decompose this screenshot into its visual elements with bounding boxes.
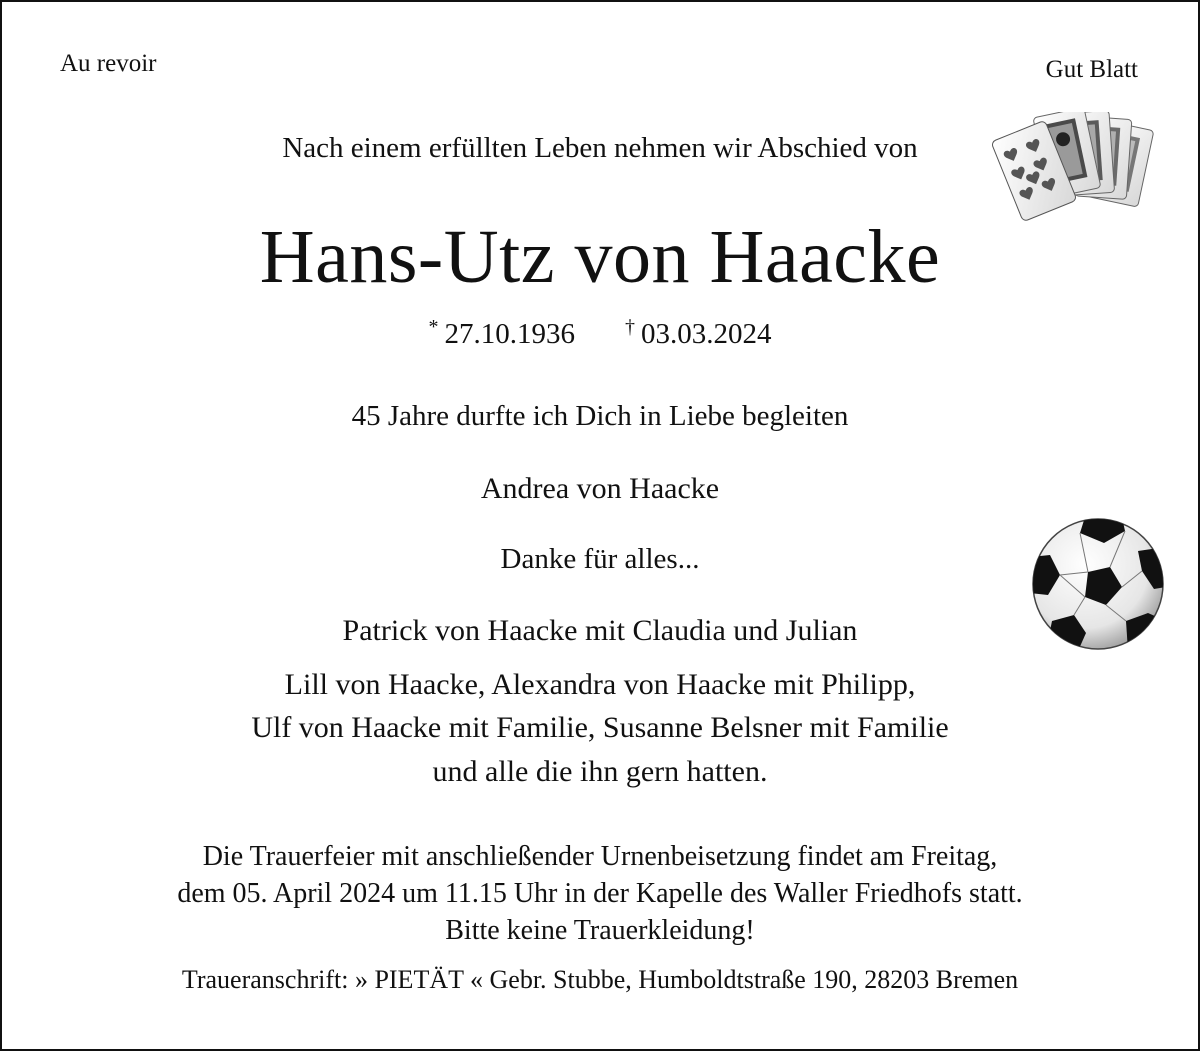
thanks-text: Danke für alles... <box>500 543 700 575</box>
birth-symbol: * <box>428 316 439 338</box>
corner-left-text: Au revoir <box>60 50 157 77</box>
intro-text: Nach einem erfüllten Leben nehmen wir Abschied von <box>282 132 918 164</box>
birth-date: 27.10.1936 <box>444 318 575 350</box>
death-date: 03.03.2024 <box>641 318 772 350</box>
partner-line: 45 Jahre durfte ich Dich in Liebe begleiten <box>351 400 849 432</box>
family-line-2: Lill von Haacke, Alexandra von Haacke mit Philipp, <box>284 668 916 701</box>
family-line-1: Patrick von Haacke mit Claudia und Julian <box>342 614 858 647</box>
ceremony-line-1: Die Trauerfeier mit anschließender Urnenbeisetzung findet am Freitag, <box>202 841 998 872</box>
partner-name: Andrea von Haacke <box>480 472 720 505</box>
family-line-4: und alle die ihn gern hatten. <box>432 755 768 788</box>
deceased-name: Hans-Utz von Haacke <box>259 215 941 299</box>
family-line-3: Ulf von Haacke mit Familie, Susanne Belsner mit Familie <box>251 711 949 744</box>
ceremony-line-2: dem 05. April 2024 um 11.15 Uhr in der Kapelle des Waller Friedhofs statt. <box>177 878 1023 909</box>
mourning-address: Traueranschrift: » PIETÄT « Gebr. Stubbe, Humboldtstraße 190, 28203 Bremen <box>181 965 1019 994</box>
ceremony-line-3: Bitte keine Trauerkleidung! <box>445 915 755 946</box>
playing-cards-icon <box>985 112 1170 230</box>
death-symbol: † <box>625 316 635 338</box>
corner-right-text: Gut Blatt <box>1045 56 1138 83</box>
life-dates <box>0 316 1200 351</box>
